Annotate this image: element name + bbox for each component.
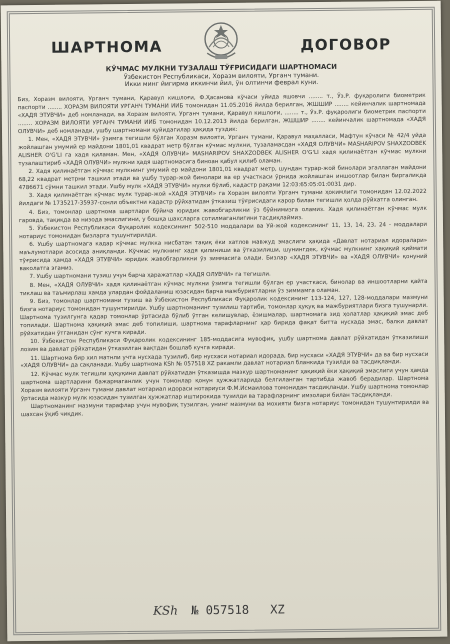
paragraph-3: 3. Хадя қилинаётган кўчмас мулк турар-жой «ХАДЯ ЭТУВЧИ» га Хоразм вилояти Урганч тумани ҳокимлиги томонидан 12.02.2022 йилдаги № 1735217-35937-сонли объектни кадастр рўйхатидан ўтказиш тўғрисидаги карор билан тегишли ҳолда рўйхатга олинган. <box>18 189 427 208</box>
paragraph-1: 1. Мен, «ХАДЯ ЭТУВЧИ» ўзимга тегишли бўлган Хоразм вилояти, Урганч тумани, Қаравул маҳалласи, Мафтун кўчаси № 42/4 уйда жойлашган умумий ер майдони 1801,01 квадрат метр бўлган кўчмас мулкни, тузаламасдан «ХАДЯ ОЛУВЧИ» MASHARIPOV SHAXZODBEK ALISHER O'G'LI га хадя қиламан. Мен, «ХАДЯ ОЛУВЧИ» MASHARIPOV SHAXZODBEK ALISHER O'G'LI хадя қилинаётган кўчмас мулкни тузалаштириб «ХАДЯ ОЛУВЧИ» мулкни ҳадя шартномасига биноан қабул қилиб оламан. <box>18 132 427 167</box>
paragraph-6: 6. Ушбу шартномага кадар кўчмас мулкка нисбатан тақиқ ёки хатлов мавжуд эмаслиги ҳақида «Давлат нотариал идоралари» маълумотлари асосида аниқланди. Кўчмас мулкнинг хадя қилиниши ва ўтказилиши, шунингдек, кўчмас мулкнинг хақиқий қиймати тўғрисида ҳамда «ХАДЯ ЭТУВЧИ» юридик жавобгарликни ўз зиммасига олади. Бизлар «ХАДЯ ЭТУВЧИ» ва «ХАДЯ ОЛУВЧИ» қонуний ваколатга эгамиз. <box>19 238 428 273</box>
serial-prefix: KSh <box>152 603 179 618</box>
paragraph-9: 9. Биз, томонлар шартномани тузиш ва Ўзбекистон Республикаси Фуқаролик кодексининг 113-124, 127, 128-моддалари мазмуни бизга нотариус томонидан тушунтирилди. Ушбу шартноманинг тузилиш тартиби, томонлар ҳуқуқ ва мажбуриятлари бизга тушунарли. Шартнома тузилгунга қадар томонлар ўртасида бўлиб ўтган келишувлар, ёзишмалар, шартномага зид ҳолатлар ҳақиқий эмас деб топилади. Шартнома ҳақиқий эмас деб топилиши, шартнома тарафларнинг ҳар бирида фақат битта нусхада эмас, балки давлат рўйхатидан ўтганидан сўнг кучга киради. <box>19 295 429 337</box>
paragraph-4: 4. Биз, томонлар шартнома шартлари бўйича юридик жавобгарликни ўз бўйнимизга оламиз. Хадя қилинаётган кўчмас мулк гаровда, тақиқда ва низода эмаслигини, у бошқа шахсларга сотилмаганлигини тасдиқлаймиз. <box>18 205 427 224</box>
contract-page <box>1 1 448 642</box>
paragraph-8: 8. Мен, «ХАДЯ ОЛУВЧИ» хадя қилинаётган кўчмас мулкни ўзимга тегишли бўлган ер участкаси, бинолар ва иншоотларни қайта тиклаш ва таъмирлаш хамда улардан фойдаланиш юзасидан барча мажбуриятларни ўз зиммамга оламан. <box>19 278 428 297</box>
paragraph-11: 11. Шартнома бир хил матнли учта нусхада тузилиб, бир нусхаси нотариал идорада, бир нусхаси «ХАДЯ ЭТУВЧИ» да ва бир нусхаси «ХАДЯ ОЛУВЧИ» да сақланади. Ушбу шартнома KSh № 057518 XZ ракамли давлат нотариал бланкида тузилди ва тасдиқланди. <box>20 351 429 370</box>
paragraph-2: 2. Хадя қилинаётган кўчмас мулкнинг умумий ер майдони 1801,01 квадрат метр, шундан турар-жой бинолари эгаллаган майдони 68,22 квадрат метрни ташкил этади ва ушбу турар-жой бинолари ва ер участкаси ўрнида жойлашган иншоотлар билан биргаликда 4786671 сўмни ташкил этади. Ушбу мулк «ХАДЯ ЭТУВЧИ» мулки бўлиб, кадастр рақами 12:03:65:05:01:0031 дир. <box>18 165 427 192</box>
paragraph-closing: Шартноманинг мазмуни тарафлар учун мувофиқ тузилган, унинг мазмуни ва мохияти бизга нотариус томонидан тушунтирилди ва шахсан ўқиб чиқдик. <box>20 399 429 418</box>
title-uzbek: ШАРТНОМА <box>51 37 163 57</box>
contract-body <box>18 93 431 593</box>
uzbekistan-coat-of-arms-icon <box>199 17 244 65</box>
serial-series: XZ <box>270 602 285 617</box>
paragraph-10: 10. Ўзбекистон Республикаси Фуқаролик кодексининг 185-моддасига мувофиқ, ушбу шартнома давлат рўйхатидан ўтказилиши лозим ва давлат рўйхатидан ўтказилган вақтдан бошлаб кучга киради. <box>20 335 429 354</box>
contract-heading: КЎЧМАС МУЛКНИ ТУЗАЛАШ ТЎҒРИСИДАГИ ШАРТНОМАСИ <box>105 62 337 74</box>
contract-subtitle <box>15 63 427 90</box>
paragraph-7: 7. Ушбу шартномани тузиш учун барча ҳаражатлар «ХАДЯ ОЛУВЧИ» га тегишли. <box>29 271 271 281</box>
paragraph-5: 5. Ўзбекистон Республикаси Фуқаролик кодексининг 502-510 моддалари ва Уй-жой кодексининг 11, 13, 14, 23, 24 - моддалари нотариус томонидан бизларга тушунтирилди. <box>19 221 428 241</box>
paragraph-parties: Биз, Хоразм вилояти, Урганч тумани, Қаравул кишлоғи, Ф.Ҳасанова кўчаси уйида яшовчи ........ т., Ўз.Р. фуқаролиги биометрик паспорти ........ ХОРАЗМ ВИЛОЯТИ УРГАНЧ ТУМАНИ ИИБ томонидан 11.05.2016 йилда берилган, ЖШШИР ........ кейинчалик шартномада «ХАДЯ ЭТУВЧИ» деб номланади, ва Хоразм вилояти, Урганч тумани, Қаравул кишлоғи, ........ т., Ўз.Р. фуқаролиги биометрик паспорти ........ ХОРАЗМ ВИЛОЯТИ УРГАНЧ ТУМАНИ ИИБ томонидан 10.12.2013 йилда берилган, ЖШШИР ........ кейинчалик шартномада «ХАДЯ ОЛУВЧИ» деб номланади, ушбу шартномани қуйидагилар ҳақида туздик: <box>17 92 426 135</box>
title-russian: ДОГОВОР <box>300 35 392 55</box>
serial-number: 057518 <box>205 602 250 618</box>
contract-location: Ўзбекистон Республикаси, Хоразм вилояти, Урганч тумани. <box>123 71 320 81</box>
paragraph-12: 12. Кўчмас мулк тегишли ҳуқуқини давлат рўйхатидан ўтказишда мазкур шартноманинг ҳақиқий ёки ҳақиқий эмаслиги учун ҳамда шартнома шартларини бажармаганлик учун томонлар қонун ҳужжатларида белгиланган тартибда жавоб берадилар. Шартнома Хоразм вилояти Урганч тумани давлат нотариал идораси нотариуси Ф.М.Исмаилова томонидан тасдиқланди. Ушбу шартнома томонлар ўртасида мазкур мулк юзасидан тузилган ҳужжатлар иштирокида тузилди ва тарафларнинг имзолари билан тасдиқланди. <box>20 367 429 402</box>
serial-number-sign: № <box>191 603 199 618</box>
blank-serial-number <box>153 602 285 617</box>
contract-date: Икки минг йигирма иккинчи йил, ўн олтинчи феврал куни. <box>124 79 319 89</box>
